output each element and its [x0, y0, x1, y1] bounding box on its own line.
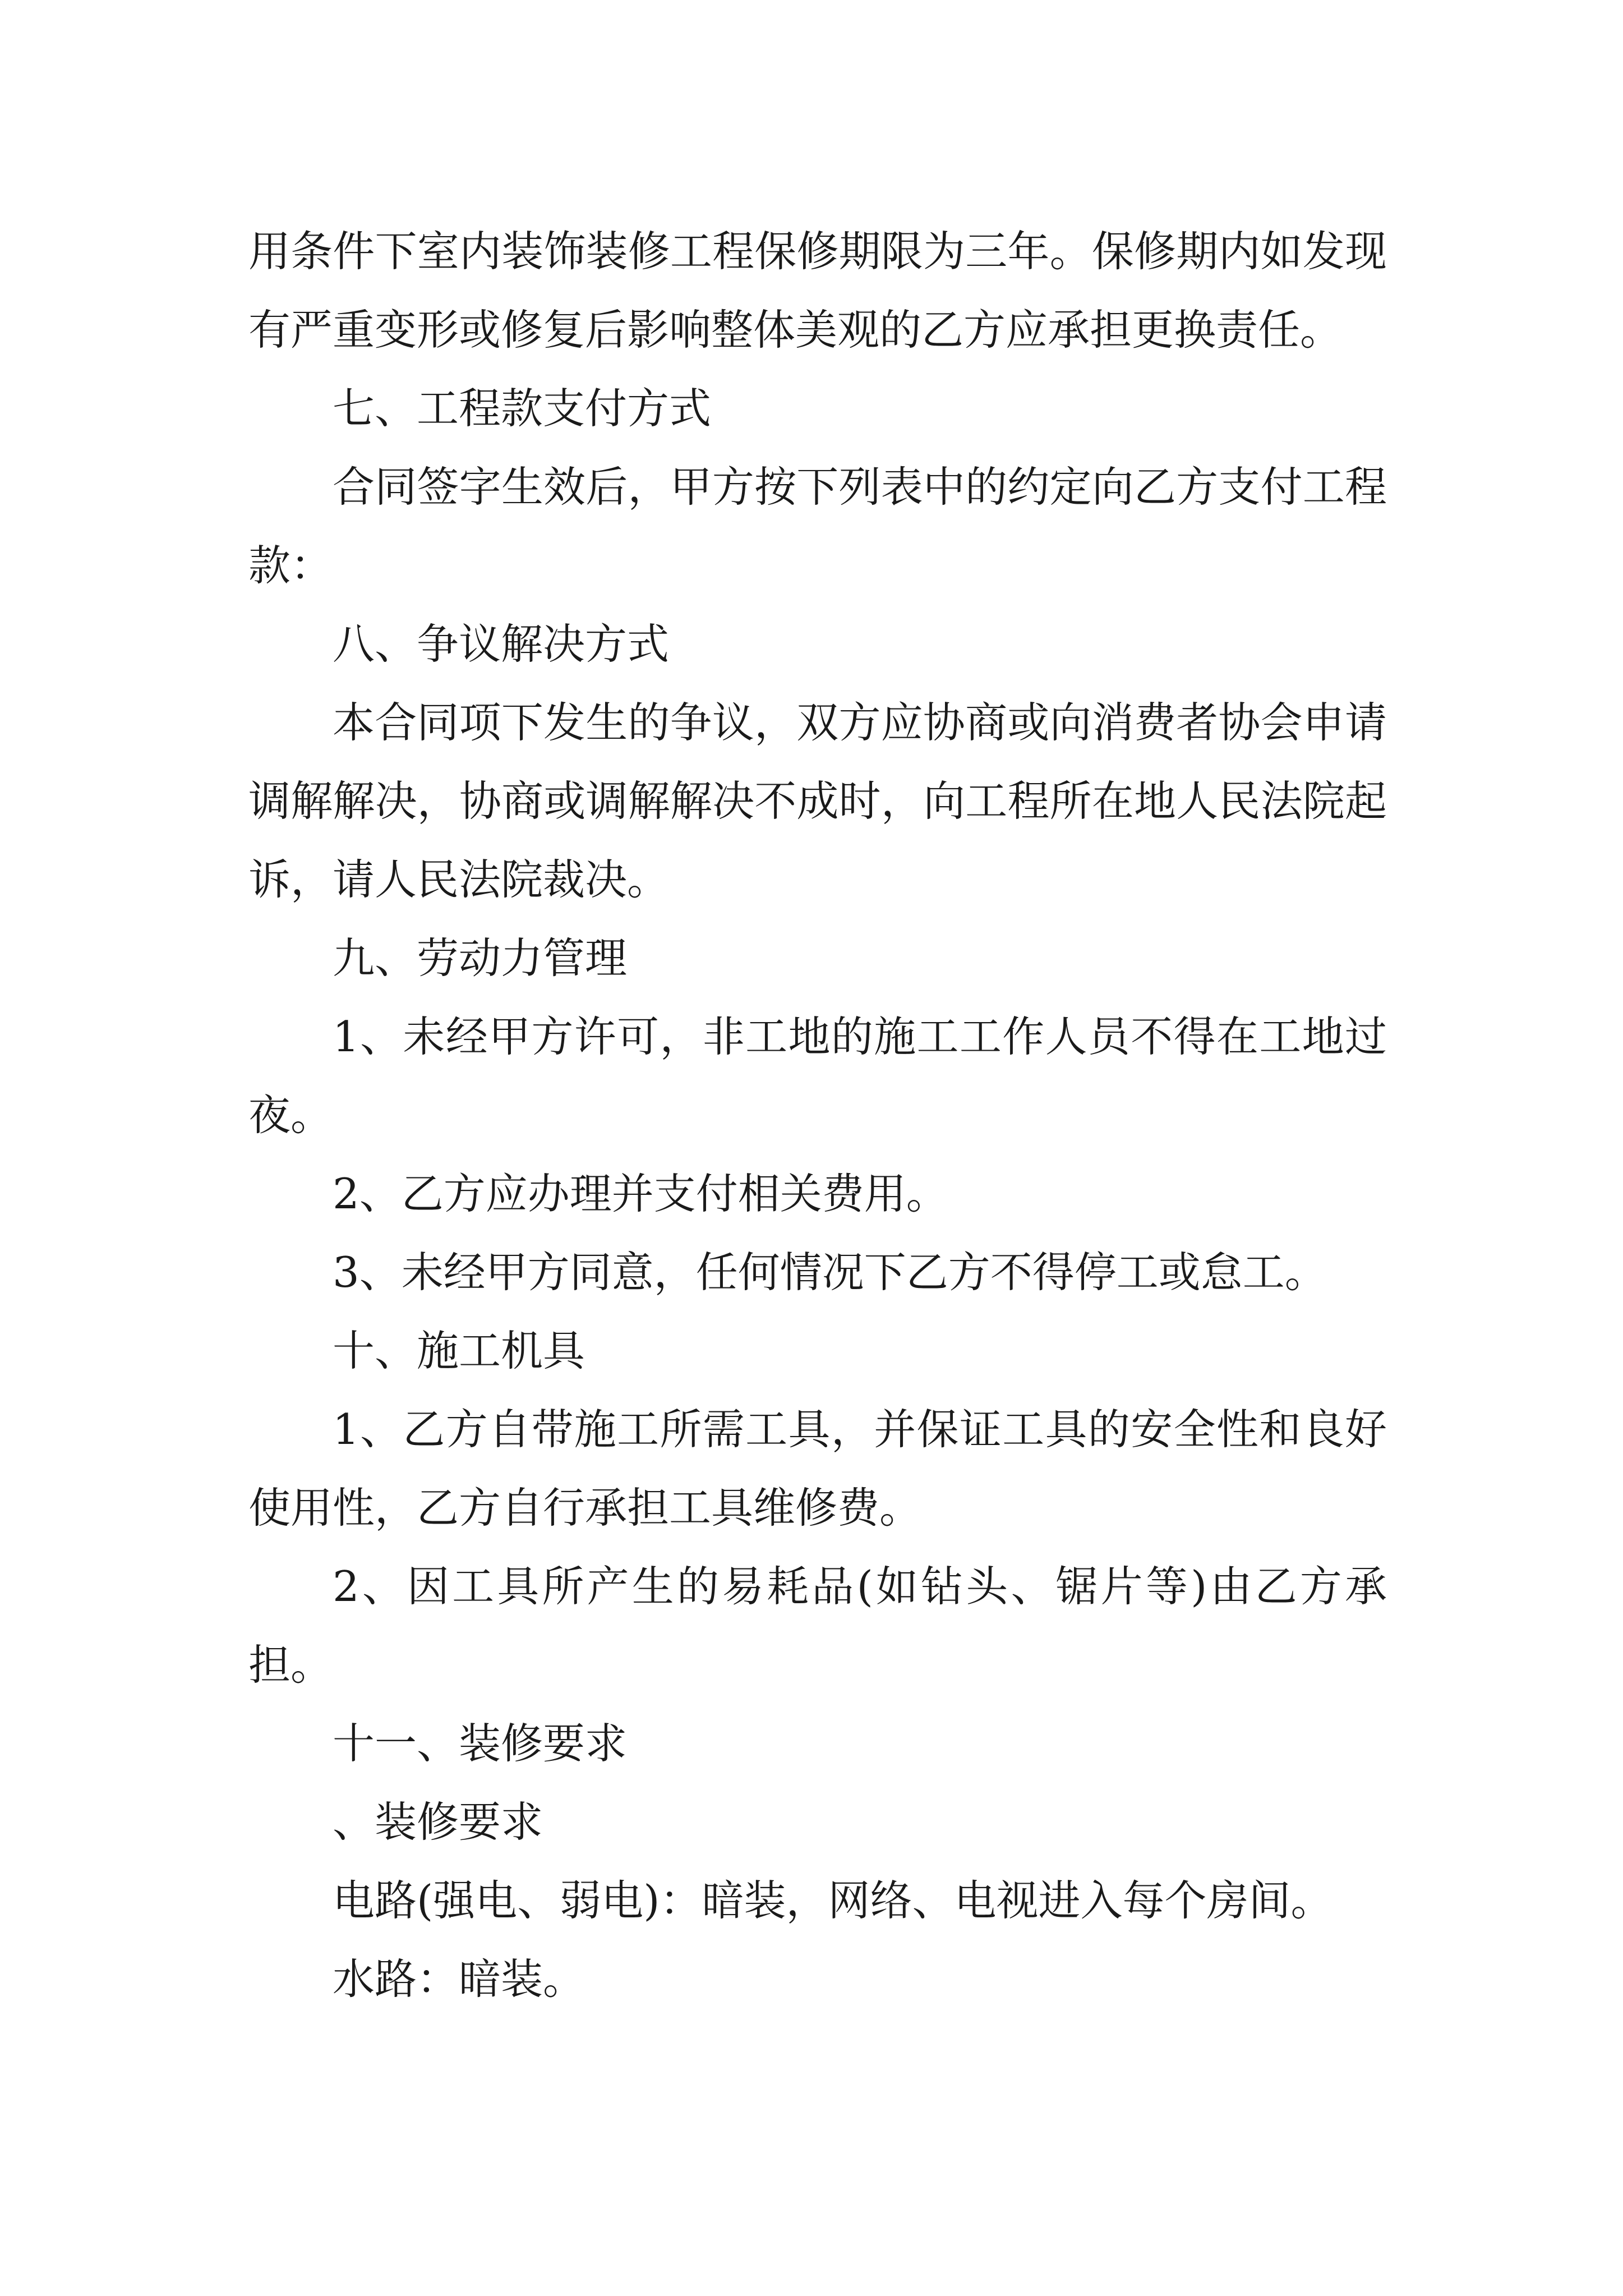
- subheading-decoration-requirements: 、装修要求: [333, 1797, 543, 1847]
- paragraph-labor-2: 2、乙方应办理并支付相关费用。: [333, 1169, 948, 1218]
- paragraph-tools-2: 2、因工具所产生的易耗品(如钻头、锯片等)由乙方承担。: [248, 1562, 1387, 1690]
- heading-section-8: 八、争议解决方式: [333, 619, 670, 669]
- document-body: [248, 212, 1387, 2018]
- paragraph-warranty-continued: 用条件下室内装饰装修工程保修期限为三年。保修期内如发现有严重变形或修复后影响整体美观的乙方应承担更换责任。: [248, 227, 1387, 355]
- paragraph-labor-3: 3、未经甲方同意，任何情况下乙方不得停工或怠工。: [333, 1248, 1327, 1297]
- paragraph-labor-1: 1、未经甲方许可，非工地的施工工作人员不得在工地过夜。: [248, 1012, 1387, 1140]
- paragraph-payment: 合同签字生效后，甲方按下列表中的约定向乙方支付工程款：: [248, 462, 1387, 590]
- paragraph-tools-1: 1、乙方自带施工所需工具，并保证工具的安全性和良好使用性，乙方自行承担工具维修费。: [248, 1405, 1387, 1533]
- heading-section-7: 七、工程款支付方式: [333, 384, 712, 433]
- paragraph-plumbing: 水路：暗装。: [333, 1954, 585, 2004]
- heading-section-10: 十、施工机具: [333, 1326, 585, 1375]
- heading-section-9: 九、劳动力管理: [333, 933, 628, 983]
- heading-section-11: 十一、装修要求: [333, 1719, 628, 1768]
- paragraph-electrical: 电路(强电、弱电)：暗装，网络、电视进入每个房间。: [333, 1876, 1333, 1925]
- paragraph-dispute: 本合同项下发生的争议，双方应协商或向消费者协会申请调解解决，协商或调解解决不成时，向工程所在地人民法院起诉，请人民法院裁决。: [248, 698, 1387, 904]
